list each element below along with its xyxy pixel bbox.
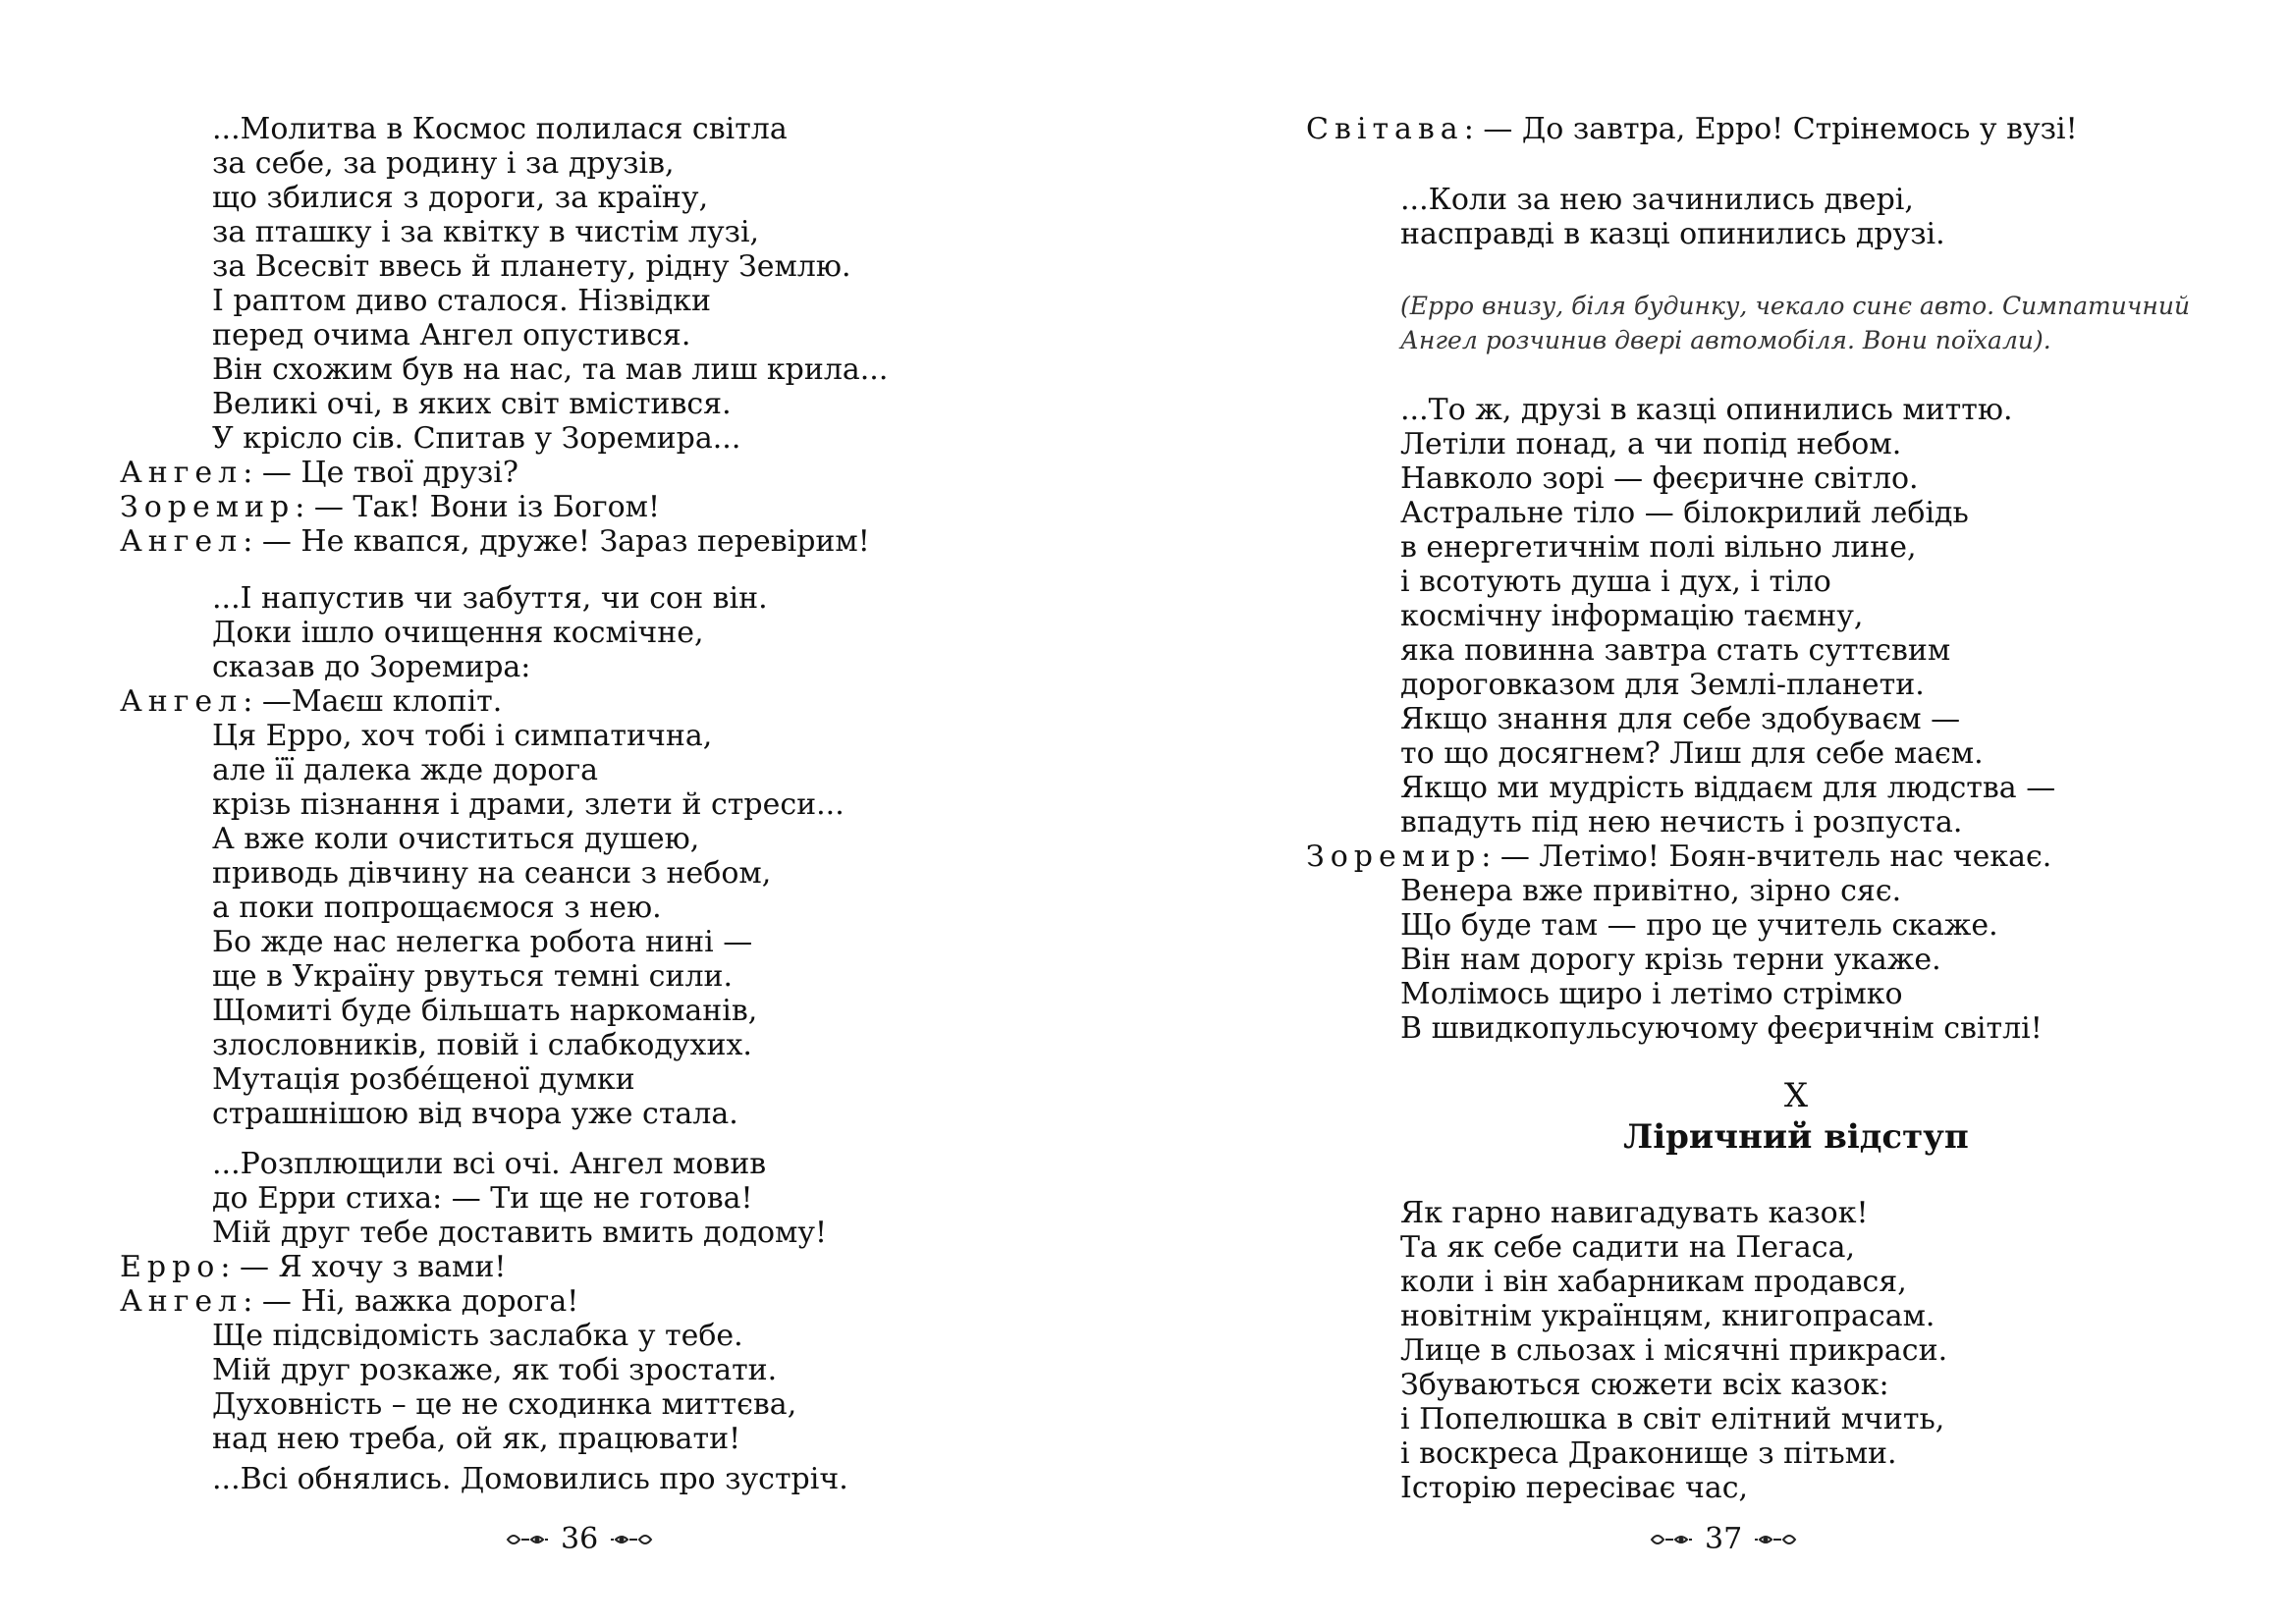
speaker-name: Зоремир [1306,839,1482,874]
verse-line: коли і він хабарникам продався, [1400,1265,1907,1299]
verse-line: Венера вже привітно, зірно сяє. [1400,874,1902,908]
verse-line: над нею треба, ой як, працювати! [212,1422,741,1456]
verse-line: Мутація розбе́щеної думки [212,1062,635,1097]
verse-block [1400,393,2055,839]
stage-direction [1400,289,2190,357]
dialogue-block [120,684,502,719]
verse-block [212,1147,827,1250]
verse-block [1400,1196,1947,1505]
page-number: 36 [561,1522,599,1556]
right-page [1145,0,2289,1624]
speaker-name: Ангел [120,684,244,719]
ornament-right-icon [610,1530,653,1549]
verse-line: але її далека жде дорога [212,753,599,787]
dialogue-block [1306,839,2051,874]
verse-line: Бо жде нас нелегка робота нині — [212,925,753,959]
verse-line: за себе, за родину і за друзів, [212,146,675,181]
verse-line: страшнішою від вчора уже стала. [212,1097,738,1131]
dialogue-block [120,1250,578,1319]
verse-line: ...Всі обнялись. Домовились про зустріч. [212,1462,848,1496]
verse-line: Як гарно навигадувать казок! [1400,1196,1869,1230]
verse-line: сказав до Зоремира: [212,650,531,684]
verse-block [1400,183,1945,251]
dialogue-line [120,1284,578,1319]
dialogue-text: : — Це твої друзі? [243,456,518,490]
verse-line: Великі очі, в яких світ вмістився. [212,387,732,421]
stage-direction-line: (Ерро внизу, біля будинку, чекало синє авто. Симпатичний [1400,292,2191,320]
speaker-name: Зоремир [120,490,296,524]
verse-line: яка повинна завтра стать суттєвим [1400,633,1951,668]
verse-line: ...Молитва в Космос полилася світла [212,112,788,146]
verse-line: Астральне тіло — білокрилий лебідь [1400,496,1969,530]
dialogue-block [1306,112,2078,146]
verse-line: ще в Україну рвуться темні сили. [212,959,734,994]
speaker-name: Ангел [120,1284,244,1319]
speaker-name: Ангел [120,524,244,559]
verse-line: що збилися з дороги, за країну, [212,181,709,215]
verse-line: то що досягнем? Лиш для себе маєм. [1400,736,1984,771]
speaker-name: Ерро [120,1250,221,1284]
verse-line: і Попелюшка в світ елітний мчить, [1400,1402,1945,1436]
verse-line: злословників, повій і слабкодухих. [212,1028,752,1062]
verse-line: І раптом диво сталося. Нізвідки [212,284,711,318]
verse-block [212,1319,796,1456]
verse-line: космічну інформацію таємну, [1400,599,1864,633]
verse-line: до Ерри стиха: — Ти ще не готова! [212,1181,753,1216]
page-number: 37 [1705,1522,1743,1556]
verse-line: Якщо ми мудрість віддаєм для людства — [1400,771,2056,805]
verse-line: Летіли понад, а чи попід небом. [1400,427,1902,461]
verse-line: Лице в сльозах і місячні прикраси. [1400,1333,1948,1368]
dialogue-text: : — Летімо! Боян-вчитель нас чекає. [1481,839,2052,874]
verse-line: Навколо зорі — феєричне світло. [1400,461,1919,496]
dialogue-block [120,456,870,559]
verse-line: перед очима Ангел опустився. [212,318,691,352]
verse-line: в енергетичнім полі вільно лине, [1400,530,1917,565]
left-page [0,0,1144,1624]
dialogue-text: : — Не квапся, друже! Зараз перевірим! [243,524,870,559]
dialogue-text: : — Так! Вони із Богом! [295,490,661,524]
ornament-left-icon [506,1530,549,1549]
verse-line: і воскреса Драконище з пітьми. [1400,1436,1897,1471]
page-number-footer [506,1522,653,1556]
verse-block [212,1462,848,1496]
verse-line: Щомиті буде більшать наркоманів, [212,994,758,1028]
speaker-name: Світава [1306,112,1464,146]
verse-line: У крісло сів. Спитав у Зоремира... [212,421,741,456]
verse-line: Він схожим був на нас, та мав лиш крила... [212,352,889,387]
verse-line: Мій друг тебе доставить вмить додому! [212,1216,828,1250]
verse-line: Якщо знання для себе здобуваєм — [1400,702,1961,736]
verse-line: Збуваються сюжети всіх казок: [1400,1368,1889,1402]
speaker-name: Ангел [120,456,244,490]
verse-line: Та як себе садити на Пегаса, [1400,1230,1855,1265]
chapter-heading [1305,1076,2287,1159]
verse-line: В швидкопульсуючому феєричнім світлі! [1400,1011,2043,1046]
dialogue-line [120,456,870,490]
verse-line: Він нам дорогу крізь терни укаже. [1400,943,1941,977]
dialogue-text: : —Маєш клопіт. [243,684,503,719]
verse-line: новітнім українцям, книгопрасам. [1400,1299,1935,1333]
verse-line: Історію пересіває час, [1400,1471,1749,1505]
verse-line: за пташку і за квітку в чистім лузі, [212,215,760,249]
page-number-footer [1650,1522,1797,1556]
dialogue-line [120,524,870,559]
chapter-number: X [1783,1076,1809,1115]
verse-line: Що буде там — про це учитель скаже. [1400,908,1998,943]
verse-line: Ця Ерро, хоч тобі і симпатична, [212,719,713,753]
dialogue-line [120,1250,578,1284]
verse-line: дороговказом для Землі-планети. [1400,668,1925,702]
dialogue-text: : — Я хочу з вами! [220,1250,507,1284]
verse-line: ...Розплющили всі очі. Ангел мовив [212,1147,767,1181]
verse-line: ...Коли за нею зачинились двері, [1400,183,1914,217]
verse-line: а поки попрощаємося з нею. [212,891,662,925]
verse-line: Доки ішло очищення космічне, [212,616,704,650]
verse-line: Духовність – це не сходинка миттєва, [212,1387,797,1422]
verse-line: А вже коли очиститься душею, [212,822,700,856]
verse-block [212,581,768,684]
dialogue-line [1306,839,2051,874]
verse-line: і всотують душа і дух, і тіло [1400,565,1831,599]
chapter-title: Ліричний відступ [1623,1117,1969,1157]
verse-line: приводь дівчину на сеанси з небом, [212,856,772,891]
verse-line: Ще підсвідомість заслабка у тебе. [212,1319,743,1353]
verse-line: Молімось щиро і летімо стрімко [1400,977,1903,1011]
verse-line: Мій друг розкаже, як тобі зростати. [212,1353,778,1387]
ornament-left-icon [1650,1530,1693,1549]
verse-line: ...То ж, друзі в казці опинились миттю. [1400,393,2013,427]
verse-line: насправді в казці опинились друзі. [1400,217,1945,251]
verse-block [212,112,888,456]
stage-direction-line: Ангел розчинив двері автомобіля. Вони поїхали). [1400,326,2051,354]
ornament-right-icon [1754,1530,1797,1549]
verse-block [1400,874,2043,1046]
verse-block [212,719,845,1131]
verse-line: ...І напустив чи забуття, чи сон він. [212,581,768,616]
dialogue-text: : — Ні, важка дорога! [243,1284,579,1319]
dialogue-text: : — До завтра, Ерро! Стрінемось у вузі! [1463,112,2078,146]
verse-line: крізь пізнання і драми, злети й стреси... [212,787,845,822]
verse-line: впадуть під нею нечисть і розпуста. [1400,805,1963,839]
dialogue-line [120,684,502,719]
dialogue-line [1306,112,2078,146]
dialogue-line [120,490,870,524]
verse-line: за Всесвіт ввесь й планету, рідну Землю. [212,249,851,284]
